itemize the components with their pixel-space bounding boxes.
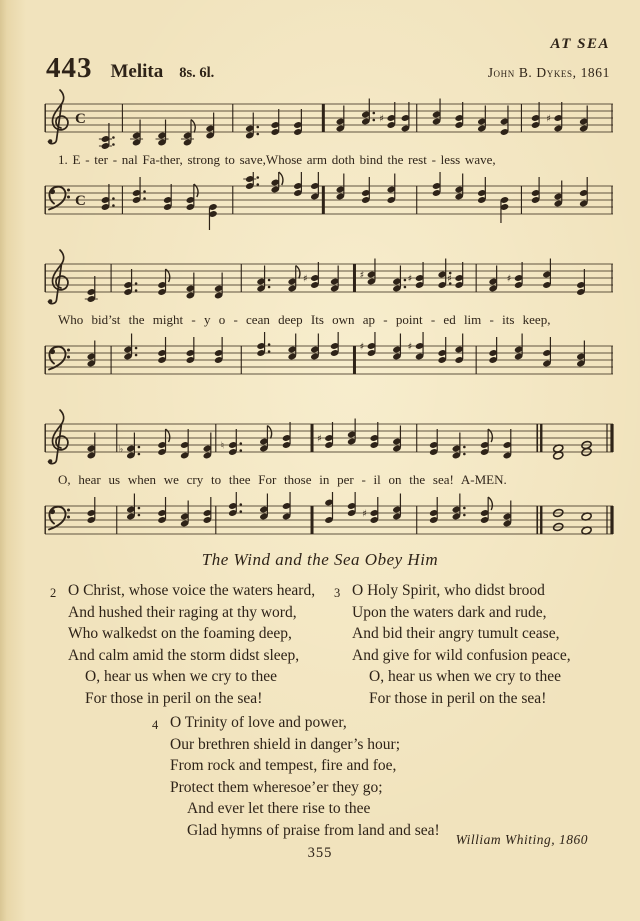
verse-line: And bid their angry tumult cease, bbox=[352, 625, 560, 642]
treble-staff-3 bbox=[44, 408, 614, 470]
svg-text:♭: ♭ bbox=[118, 444, 124, 455]
svg-text:♯: ♯ bbox=[506, 273, 512, 285]
verse-line: O Trinity of love and power, bbox=[170, 714, 347, 731]
verse-2 bbox=[48, 580, 332, 709]
hymn-title-row bbox=[46, 54, 610, 83]
verse-4 bbox=[150, 712, 640, 841]
hymn-meter: 8s. 6l. bbox=[179, 65, 215, 81]
bass-staff-3 bbox=[44, 490, 614, 552]
verse-3 bbox=[332, 580, 616, 709]
treble-clef-icon bbox=[49, 410, 68, 464]
verse-line: O Holy Spirit, who didst brood bbox=[352, 582, 545, 599]
verse-line: And hushed their raging at thy word, bbox=[68, 603, 297, 621]
lyric-line-2: Who bid’st the might - y o - cean deep Its own ap - point - ed lim - its keep, bbox=[58, 312, 551, 327]
music-score bbox=[44, 88, 614, 568]
verse-line: And give for wild confusion peace, bbox=[352, 646, 571, 664]
composer-credit: John B. Dykes, 1861 bbox=[487, 65, 610, 80]
lyric-line-3: O, hear us when we cry to thee For those in per - il on the sea! A-MEN. bbox=[58, 472, 507, 487]
svg-text:♯: ♯ bbox=[362, 508, 367, 520]
music-system-3 bbox=[44, 408, 614, 552]
svg-text:♯: ♯ bbox=[359, 341, 365, 353]
svg-text:♯: ♯ bbox=[317, 433, 322, 445]
verse-line: Our brethren shield in danger’s hour; bbox=[170, 735, 401, 753]
verse-number: 2 bbox=[50, 586, 57, 600]
verse-line: Protect them wheresoe’er they go; bbox=[170, 778, 383, 796]
verse-number: 4 bbox=[152, 718, 159, 732]
hymn-number: 443 bbox=[46, 52, 93, 84]
verse-line: O, hear us when we cry to thee bbox=[369, 668, 561, 685]
svg-text:C: C bbox=[75, 111, 86, 127]
verse-line: And ever let there rise to thee bbox=[187, 800, 371, 817]
verse-4-wrapper bbox=[150, 712, 640, 841]
svg-text:C: C bbox=[75, 193, 86, 209]
svg-text:♯: ♯ bbox=[407, 341, 413, 353]
verse-line: From rock and tempest, fire and foe, bbox=[170, 757, 397, 774]
verse-line: For those in peril on the sea! bbox=[85, 689, 263, 707]
verse-line: Glad hymns of praise from land and sea! bbox=[187, 821, 440, 839]
verse-column-left bbox=[48, 580, 332, 709]
section-header: AT SEA bbox=[550, 36, 610, 52]
svg-text:♯: ♯ bbox=[407, 273, 413, 285]
svg-text:♯: ♯ bbox=[359, 270, 365, 281]
verse-line: Who walkedst on the foaming deep, bbox=[68, 625, 292, 642]
verse-line: And calm amid the storm didst sleep, bbox=[68, 646, 300, 664]
music-system-1 bbox=[44, 88, 614, 232]
svg-text:♮: ♮ bbox=[220, 440, 225, 452]
svg-text:♯: ♯ bbox=[302, 273, 308, 285]
treble-staff-2 bbox=[44, 248, 614, 310]
treble-staff-1 bbox=[44, 88, 614, 150]
lyric-line-1: 1. E - ter - nal Fa-ther, strong to save,Whose arm doth bind the rest - less wave, bbox=[58, 152, 496, 167]
svg-text:♯: ♯ bbox=[379, 113, 384, 125]
author-credit: William Whiting, 1860 bbox=[455, 832, 588, 847]
bass-staff-2 bbox=[44, 330, 614, 392]
svg-text:♯: ♯ bbox=[447, 273, 452, 285]
verse-line: O Christ, whose voice the waters heard, bbox=[68, 582, 316, 599]
verse-line: Upon the waters dark and rude, bbox=[352, 603, 547, 621]
music-system-2 bbox=[44, 248, 614, 392]
bass-staff-1 bbox=[44, 170, 614, 232]
tune-name: Melita bbox=[110, 61, 164, 82]
verse-line: For those in peril on the sea! bbox=[369, 689, 547, 707]
svg-text:♯: ♯ bbox=[546, 113, 551, 125]
treble-clef-icon bbox=[49, 90, 68, 144]
verse-column-right bbox=[332, 580, 616, 709]
verses-columns bbox=[48, 580, 616, 709]
treble-clef-icon bbox=[49, 250, 68, 304]
verse-number: 3 bbox=[334, 586, 341, 600]
page-number: 355 bbox=[307, 845, 333, 861]
hymn-caption: The Wind and the Sea Obey Him bbox=[201, 550, 439, 569]
verse-line: O, hear us when we cry to thee bbox=[85, 668, 277, 685]
